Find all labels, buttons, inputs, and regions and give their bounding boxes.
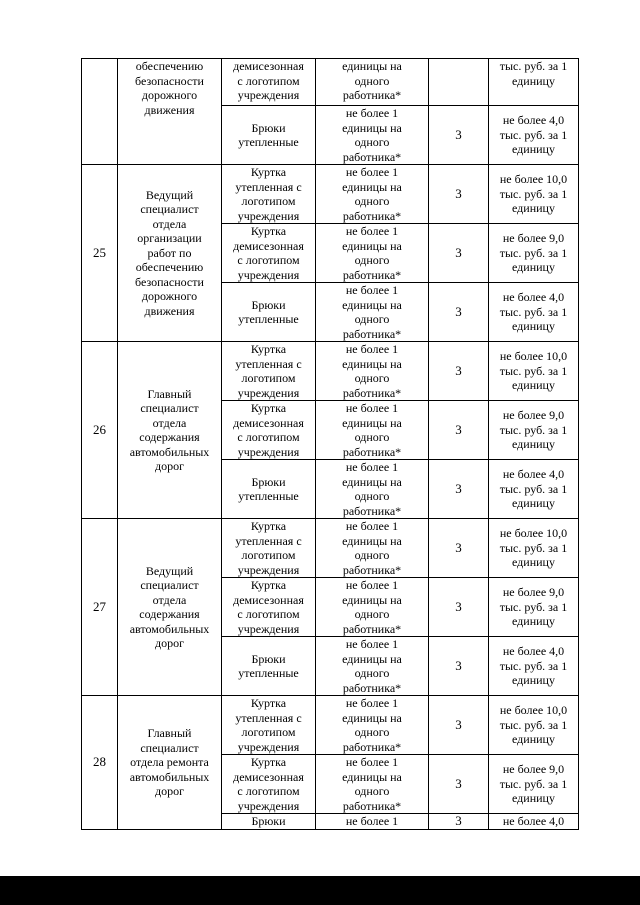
price-cell: не более 10,0 тыс. руб. за 1 единицу: [489, 342, 579, 401]
item-cell: Куртка утепленная с логотипом учреждения: [222, 165, 316, 224]
price-cell: не более 4,0 тыс. руб. за 1 единицу: [489, 283, 579, 342]
price-cell: не более 9,0 тыс. руб. за 1 единицу: [489, 578, 579, 637]
row-number-cell: 26: [82, 342, 118, 519]
quantity-cell: 3: [429, 578, 489, 637]
quantity-cell: 3: [429, 106, 489, 165]
item-cell: Брюки утепленные: [222, 106, 316, 165]
table-row: [82, 59, 579, 106]
norm-cell: не более 1: [316, 814, 429, 830]
quantity-cell: 3: [429, 283, 489, 342]
price-cell: не более 4,0 тыс. руб. за 1 единицу: [489, 460, 579, 519]
position-cell: Главный специалист отдела ремонта автомобильных дорог: [118, 696, 222, 830]
table-row: [82, 696, 579, 755]
price-cell: не более 9,0 тыс. руб. за 1 единицу: [489, 401, 579, 460]
item-cell: Куртка демисезонная с логотипом учреждения: [222, 401, 316, 460]
quantity-cell: 3: [429, 814, 489, 830]
norm-cell: не более 1 единицы на одного работника*: [316, 106, 429, 165]
quantity-cell: 3: [429, 342, 489, 401]
norm-cell: не более 1 единицы на одного работника*: [316, 283, 429, 342]
quantity-cell: 3: [429, 637, 489, 696]
quantity-cell: 3: [429, 401, 489, 460]
norm-cell: не более 1 единицы на одного работника*: [316, 460, 429, 519]
quantity-cell: 3: [429, 224, 489, 283]
item-cell: Куртка утепленная с логотипом учреждения: [222, 342, 316, 401]
quantity-cell: 3: [429, 696, 489, 755]
item-cell: Брюки утепленные: [222, 637, 316, 696]
position-cell: Ведущий специалист отдела организации работ по обеспечению безопасности дорожного движения: [118, 165, 222, 342]
quantity-cell: 3: [429, 755, 489, 814]
price-cell: тыс. руб. за 1 единицу: [489, 59, 579, 106]
norm-cell: не более 1 единицы на одного работника*: [316, 165, 429, 224]
position-cell: Главный специалист отдела содержания автомобильных дорог: [118, 342, 222, 519]
item-cell: демисезонная с логотипом учреждения: [222, 59, 316, 106]
scan-bottom-border: [0, 876, 640, 905]
equipment-norms-table: [81, 58, 579, 830]
item-cell: Куртка демисезонная с логотипом учреждения: [222, 755, 316, 814]
item-cell: Куртка демисезонная с логотипом учреждения: [222, 224, 316, 283]
item-cell: Брюки: [222, 814, 316, 830]
price-cell: не более 10,0 тыс. руб. за 1 единицу: [489, 165, 579, 224]
row-number-cell: 25: [82, 165, 118, 342]
quantity-cell: 3: [429, 460, 489, 519]
quantity-cell: 3: [429, 165, 489, 224]
item-cell: Брюки утепленные: [222, 283, 316, 342]
norm-cell: не более 1 единицы на одного работника*: [316, 755, 429, 814]
norm-cell: не более 1 единицы на одного работника*: [316, 224, 429, 283]
price-cell: не более 10,0 тыс. руб. за 1 единицу: [489, 696, 579, 755]
price-cell: не более 4,0 тыс. руб. за 1 единицу: [489, 106, 579, 165]
row-number-cell: [82, 59, 118, 165]
item-cell: Куртка демисезонная с логотипом учреждения: [222, 578, 316, 637]
row-number-cell: 27: [82, 519, 118, 696]
table-row: [82, 519, 579, 578]
norm-cell: единицы на одного работника*: [316, 59, 429, 106]
quantity-cell: 3: [429, 519, 489, 578]
norm-cell: не более 1 единицы на одного работника*: [316, 519, 429, 578]
table-row: [82, 165, 579, 224]
price-cell: не более 4,0: [489, 814, 579, 830]
norm-cell: не более 1 единицы на одного работника*: [316, 578, 429, 637]
item-cell: Куртка утепленная с логотипом учреждения: [222, 519, 316, 578]
norm-cell: не более 1 единицы на одного работника*: [316, 342, 429, 401]
price-cell: не более 9,0 тыс. руб. за 1 единицу: [489, 224, 579, 283]
price-cell: не более 9,0 тыс. руб. за 1 единицу: [489, 755, 579, 814]
position-cell: обеспечению безопасности дорожного движения: [118, 59, 222, 165]
norm-cell: не более 1 единицы на одного работника*: [316, 637, 429, 696]
position-cell: Ведущий специалист отдела содержания автомобильных дорог: [118, 519, 222, 696]
item-cell: Брюки утепленные: [222, 460, 316, 519]
norm-cell: не более 1 единицы на одного работника*: [316, 401, 429, 460]
table-row: [82, 342, 579, 401]
item-cell: Куртка утепленная с логотипом учреждения: [222, 696, 316, 755]
row-number-cell: 28: [82, 696, 118, 830]
norm-cell: не более 1 единицы на одного работника*: [316, 696, 429, 755]
quantity-cell: [429, 59, 489, 106]
price-cell: не более 4,0 тыс. руб. за 1 единицу: [489, 637, 579, 696]
price-cell: не более 10,0 тыс. руб. за 1 единицу: [489, 519, 579, 578]
table-body: [82, 59, 579, 830]
